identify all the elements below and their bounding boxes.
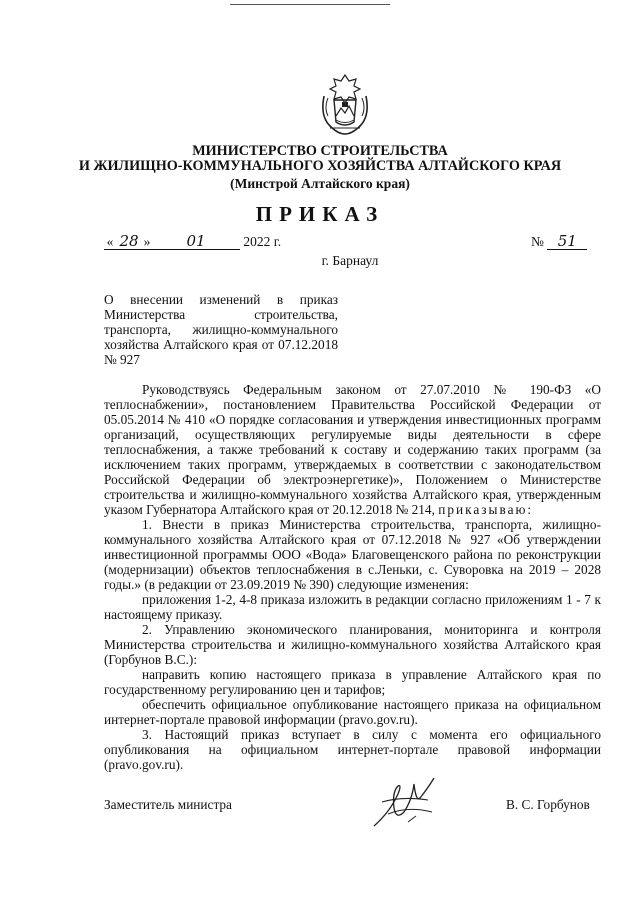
item-2-publish-paragraph: обеспечить официальное опубликование настоящего приказа на официальном интернет-портале правовой информации (pravo.gov.ru).	[104, 697, 601, 727]
order-number-label: №	[531, 234, 544, 249]
order-number-value: 51	[547, 234, 587, 250]
order-subject: О внесении изменений в приказ Министерства строительства, транспорта, жилищно-коммунального хозяйства Алтайского края от 07.12.2018 № 927	[104, 292, 338, 367]
top-divider	[230, 4, 390, 5]
date-year: 2022 г.	[243, 234, 282, 249]
ministry-short-name: (Минстрой Алтайского края)	[230, 176, 410, 191]
item-1-change-paragraph: приложения 1-2, 4-8 приказа изложить в редакции согласно приложениям 1 - 7 к настоящему приказу.	[104, 592, 601, 622]
preamble-paragraph	[104, 382, 601, 517]
order-body	[104, 382, 601, 772]
item-1-paragraph: 1. Внести в приказ Министерства строительства, транспорта, жилищно-коммунального хозяйства Алтайского края от 07.12.2018 № 927 «Об утверждении инвестиционной программы ООО «Вода» Благовещенского района по реконструкции (модернизации) объектов теплоснабжения в с.Леньки, с. Суворовка на 2019 – 2028 годы.» (в редакции от 23.09.2019 № 390) следующие изменения:	[104, 517, 601, 592]
preamble-text: Руководствуясь Федеральным законом от 27.07.2010 № 190-ФЗ «О теплоснабжении», постановлением Правительства Российской Федерации от 05.05.2014 № 410 «О порядке согласования и утверждения инвестиционных программ организаций, осуществляющих регулируемые виды деятельности в сфере теплоснабжения, а также требований к составу и содержанию таких программ (за исключением таких программ, утверждаемых в соответствии с законодательством Российской Федерации об электроэнергетике)», Положением о Министерстве строительства и жилищно-коммунального хозяйства Алтайского края, утвержденным указом Губернатора Алтайского края от 20.12.2018 № 214,	[104, 382, 601, 517]
date-close-quote: »	[143, 234, 151, 249]
signatory-name: В. С. Горбунов	[506, 797, 590, 812]
city: г. Барнаул	[321, 253, 379, 268]
document-type-title: ПРИКАЗ	[255, 202, 385, 226]
handwritten-signature-icon	[368, 772, 440, 832]
order-keyword: приказываю:	[438, 502, 534, 517]
order-number	[531, 234, 587, 250]
item-2-paragraph: 2. Управлению экономического планирования, мониторинга и контроля Министерства строительства и жилищно-коммунального хозяйства Алтайского края (Горбунов В.С.):	[104, 622, 601, 667]
ministry-name-line1: МИНИСТЕРСТВО СТРОИТЕЛЬСТВА	[192, 143, 448, 159]
signatory-position: Заместитель министра	[104, 797, 232, 812]
altai-coat-of-arms-icon	[316, 72, 374, 136]
date-month: 01	[152, 234, 240, 250]
ministry-name-line2: И ЖИЛИЩНО-КОММУНАЛЬНОГО ХОЗЯЙСТВА АЛТАЙСКОГО КРАЯ	[78, 158, 562, 174]
item-2-send-copy-paragraph: направить копию настоящего приказа в управление Алтайского края по государственному регулированию цен и тарифов;	[104, 667, 601, 697]
order-date	[104, 234, 281, 250]
item-3-paragraph: 3. Настоящий приказ вступает в силу с момента его официального опубликования на официальном интернет-портале правовой информации (pravo.gov.ru).	[104, 727, 601, 772]
date-day: 28	[116, 234, 142, 250]
date-open-quote: «	[104, 234, 116, 250]
